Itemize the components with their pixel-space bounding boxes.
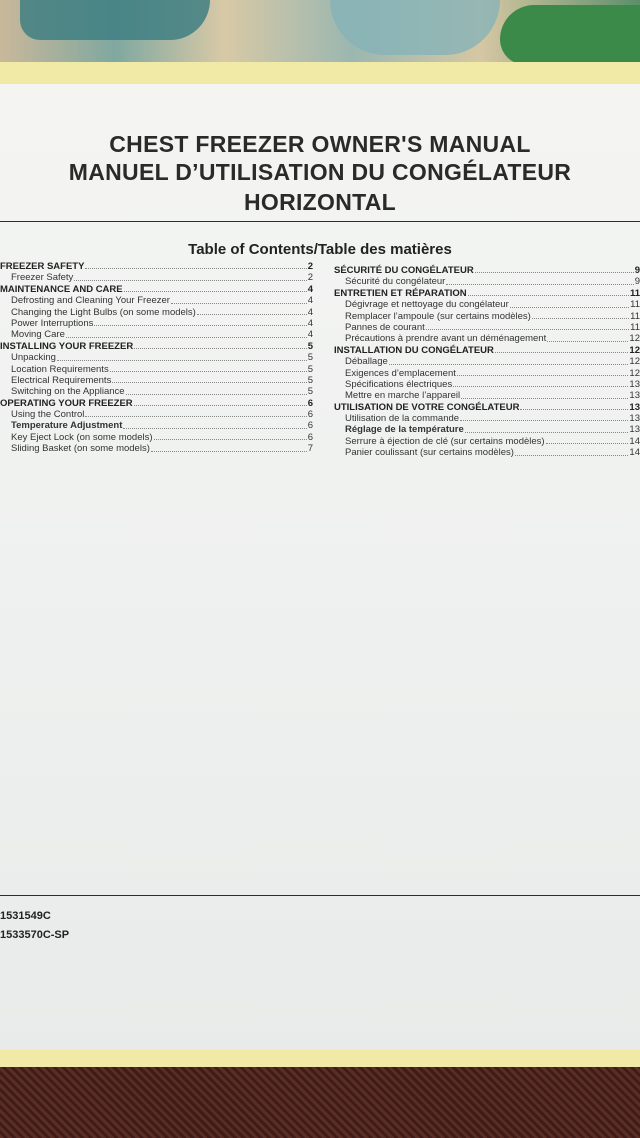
- toc-page-number: 11: [630, 310, 640, 322]
- toc-page-number: 4: [307, 283, 313, 295]
- toc-section-entry: [334, 345, 640, 356]
- toc-page-number: 12: [629, 333, 640, 345]
- toc-subsection-entry: [0, 318, 313, 329]
- toc-dot-leader: [85, 261, 306, 269]
- toc-dot-leader: [446, 276, 633, 284]
- toc-entry-title: Exigences d’emplacement: [345, 367, 456, 379]
- toc-subsection-entry: [0, 295, 313, 306]
- toc-subsection-entry: [334, 379, 640, 390]
- toc-dot-leader: [171, 295, 307, 303]
- toc-page-number: 5: [307, 363, 313, 375]
- toc-entry-title: Serrure à éjection de clé (sur certains modèles): [345, 435, 545, 447]
- fabric-pattern-leaf: [20, 0, 210, 40]
- toc-dot-leader: [468, 288, 629, 296]
- toc-subsection-entry: [0, 375, 313, 386]
- toc-page-number: 11: [629, 287, 640, 299]
- toc-entry-title: Précautions à prendre avant un déménagement: [345, 333, 547, 345]
- toc-dot-leader: [475, 265, 634, 273]
- toc-dot-leader: [547, 333, 628, 341]
- toc-entry-title: Mettre en marche l’appareil: [345, 390, 461, 402]
- toc-dot-leader: [461, 390, 628, 398]
- toc-dot-leader: [57, 352, 307, 360]
- toc-section-entry: [334, 288, 640, 299]
- toc-subsection-entry: [0, 409, 313, 420]
- toc-subsection-entry: [334, 368, 640, 379]
- toc-subsection-entry: [334, 299, 640, 310]
- toc-page-number: 12: [629, 367, 640, 379]
- toc-dot-leader: [94, 318, 306, 326]
- toc-entry-title: Utilisation de la commande: [345, 413, 460, 425]
- toc-entry-title: MAINTENANCE AND CARE: [0, 283, 123, 295]
- toc-dot-leader: [126, 386, 307, 394]
- toc-dot-leader: [134, 341, 307, 349]
- toc-entry-title: UTILISATION DE VOTRE CONGÉLATEUR: [334, 401, 520, 413]
- toc-subsection-entry: [334, 390, 640, 401]
- toc-subsection-entry: [0, 386, 313, 397]
- toc-page-number: 13: [629, 401, 640, 413]
- toc-dot-leader: [66, 329, 307, 337]
- part-number: 1531549C: [0, 910, 51, 922]
- toc-dot-leader: [151, 443, 307, 451]
- toc-subsection-entry: [334, 424, 640, 435]
- toc-page-number: 13: [629, 390, 640, 402]
- toc-subsection-entry: [0, 364, 313, 375]
- toc-entry-title: Key Eject Lock (on some models): [11, 431, 153, 443]
- toc-page-number: 12: [629, 356, 640, 368]
- toc-subsection-entry: [0, 352, 313, 363]
- toc-page-number: 6: [307, 420, 313, 432]
- toc-entry-title: Moving Care: [11, 329, 65, 341]
- toc-dot-leader: [532, 311, 629, 319]
- toc-subsection-entry: [334, 322, 640, 333]
- toc-page-number: 6: [307, 431, 313, 443]
- toc-page-number: 4: [307, 306, 313, 318]
- toc-entry-title: Sécurité du congélateur: [345, 276, 446, 288]
- toc-entry-title: Pannes de courant: [345, 321, 425, 333]
- toc-dot-leader: [546, 436, 629, 444]
- toc-page-number: 12: [629, 344, 640, 356]
- toc-entry-title: Location Requirements: [11, 363, 109, 375]
- toc-subsection-entry: [0, 307, 313, 318]
- toc-entry-title: Temperature Adjustment: [11, 420, 123, 432]
- toc-page-number: 11: [630, 299, 640, 311]
- toc-page-number: 2: [307, 272, 313, 284]
- toc-page-number: 6: [307, 409, 313, 421]
- toc-page-number: 7: [307, 443, 313, 455]
- background-carpet: [0, 1060, 640, 1138]
- toc-section-entry: [0, 398, 313, 409]
- toc-dot-leader: [465, 424, 629, 432]
- toc-dot-leader: [112, 375, 306, 383]
- toc-entry-title: Réglage de la température: [345, 424, 464, 436]
- toc-dot-leader: [495, 345, 629, 353]
- manual-page: [0, 84, 640, 1050]
- toc-page-number: 2: [307, 261, 313, 272]
- toc-dot-leader: [453, 379, 628, 387]
- toc-subsection-entry: [334, 413, 640, 424]
- toc-section-entry: [334, 265, 640, 276]
- toc-subsection-entry: [0, 329, 313, 340]
- toc-subsection-entry: [334, 436, 640, 447]
- footer-divider: [0, 895, 640, 896]
- toc-section-entry: [0, 341, 313, 352]
- part-number: 1533570C-SP: [0, 929, 70, 941]
- toc-page-number: 6: [307, 397, 313, 409]
- toc-page-number: 13: [629, 424, 640, 436]
- toc-page-number: 14: [629, 447, 640, 459]
- toc-entry-title: INSTALLATION DU CONGÉLATEUR: [334, 344, 494, 356]
- toc-page-number: 5: [307, 352, 313, 364]
- toc-subsection-entry: [0, 443, 313, 454]
- fabric-pattern-leaf: [500, 5, 640, 65]
- toc-entry-title: Dégivrage et nettoyage du congélateur: [345, 299, 509, 311]
- toc-page-number: 5: [307, 386, 313, 398]
- toc-page-number: 4: [307, 329, 313, 341]
- toc-entry-title: Unpacking: [11, 352, 56, 364]
- toc-section-entry: [0, 261, 313, 272]
- toc-column-french: [334, 265, 640, 459]
- toc-entry-title: ENTRETIEN ET RÉPARATION: [334, 287, 467, 299]
- toc-entry-title: Defrosting and Cleaning Your Freezer: [11, 295, 170, 307]
- toc-dot-leader: [110, 364, 307, 372]
- toc-page-number: 5: [307, 374, 313, 386]
- toc-subsection-entry: [334, 333, 640, 344]
- toc-dot-leader: [426, 322, 629, 330]
- toc-page-number: 9: [634, 276, 640, 288]
- toc-dot-leader: [510, 299, 629, 307]
- toc-entry-title: Freezer Safety: [11, 272, 74, 284]
- toc-dot-leader: [124, 284, 307, 292]
- toc-heading: Table of Contents/Table des matières: [188, 241, 452, 258]
- toc-page-number: 5: [307, 340, 313, 352]
- toc-subsection-entry: [334, 447, 640, 458]
- toc-section-entry: [0, 284, 313, 295]
- toc-dot-leader: [197, 307, 307, 315]
- toc-entry-title: Déballage: [345, 356, 388, 368]
- toc-dot-leader: [154, 432, 307, 440]
- toc-entry-title: OPERATING YOUR FREEZER: [0, 397, 133, 409]
- toc-entry-title: SÉCURITÉ DU CONGÉLATEUR: [334, 265, 474, 276]
- title-divider: [0, 221, 640, 222]
- toc-page-number: 14: [629, 435, 640, 447]
- toc-subsection-entry: [0, 432, 313, 443]
- toc-entry-title: Spécifications électriques: [345, 378, 453, 390]
- toc-dot-leader: [134, 398, 307, 406]
- manual-title-line-3: HORIZONTAL: [243, 189, 397, 215]
- toc-entry-title: Panier coulissant (sur certains modèles): [345, 447, 514, 459]
- toc-entry-title: Changing the Light Bulbs (on some models): [11, 306, 196, 318]
- toc-entry-title: INSTALLING YOUR FREEZER: [0, 340, 134, 352]
- toc-subsection-entry: [0, 420, 313, 431]
- toc-dot-leader: [74, 272, 306, 280]
- toc-dot-leader: [389, 356, 629, 364]
- toc-entry-title: Power Interruptions: [11, 317, 94, 329]
- toc-entry-title: Switching on the Appliance: [11, 386, 125, 398]
- fabric-pattern-leaf: [330, 0, 500, 55]
- toc-entry-title: Electrical Requirements: [11, 374, 112, 386]
- toc-dot-leader: [123, 420, 306, 428]
- toc-dot-leader: [85, 409, 306, 417]
- toc-page-number: 13: [629, 378, 640, 390]
- toc-subsection-entry: [334, 356, 640, 367]
- toc-dot-leader: [460, 413, 628, 421]
- toc-page-number: 4: [307, 295, 313, 307]
- toc-page-number: 9: [634, 265, 640, 276]
- manual-title-line-1: CHEST FREEZER OWNER'S MANUAL: [109, 131, 531, 157]
- toc-page-number: 4: [307, 317, 313, 329]
- toc-entry-title: Using the Control: [11, 409, 85, 421]
- toc-subsection-entry: [334, 311, 640, 322]
- toc-entry-title: FREEZER SAFETY: [0, 261, 85, 272]
- toc-subsection-entry: [0, 272, 313, 283]
- toc-entry-title: Remplacer l’ampoule (sur certains modèles): [345, 310, 531, 322]
- manual-title-line-2: MANUEL D’UTILISATION DU CONGÉLATEUR: [68, 159, 572, 185]
- toc-dot-leader: [457, 368, 629, 376]
- toc-column-english: [0, 261, 313, 455]
- toc-entry-title: Sliding Basket (on some models): [11, 443, 150, 455]
- toc-dot-leader: [520, 402, 628, 410]
- toc-subsection-entry: [334, 276, 640, 287]
- toc-dot-leader: [515, 447, 628, 455]
- toc-section-entry: [334, 402, 640, 413]
- toc-page-number: 13: [629, 413, 640, 425]
- toc-page-number: 11: [630, 321, 640, 333]
